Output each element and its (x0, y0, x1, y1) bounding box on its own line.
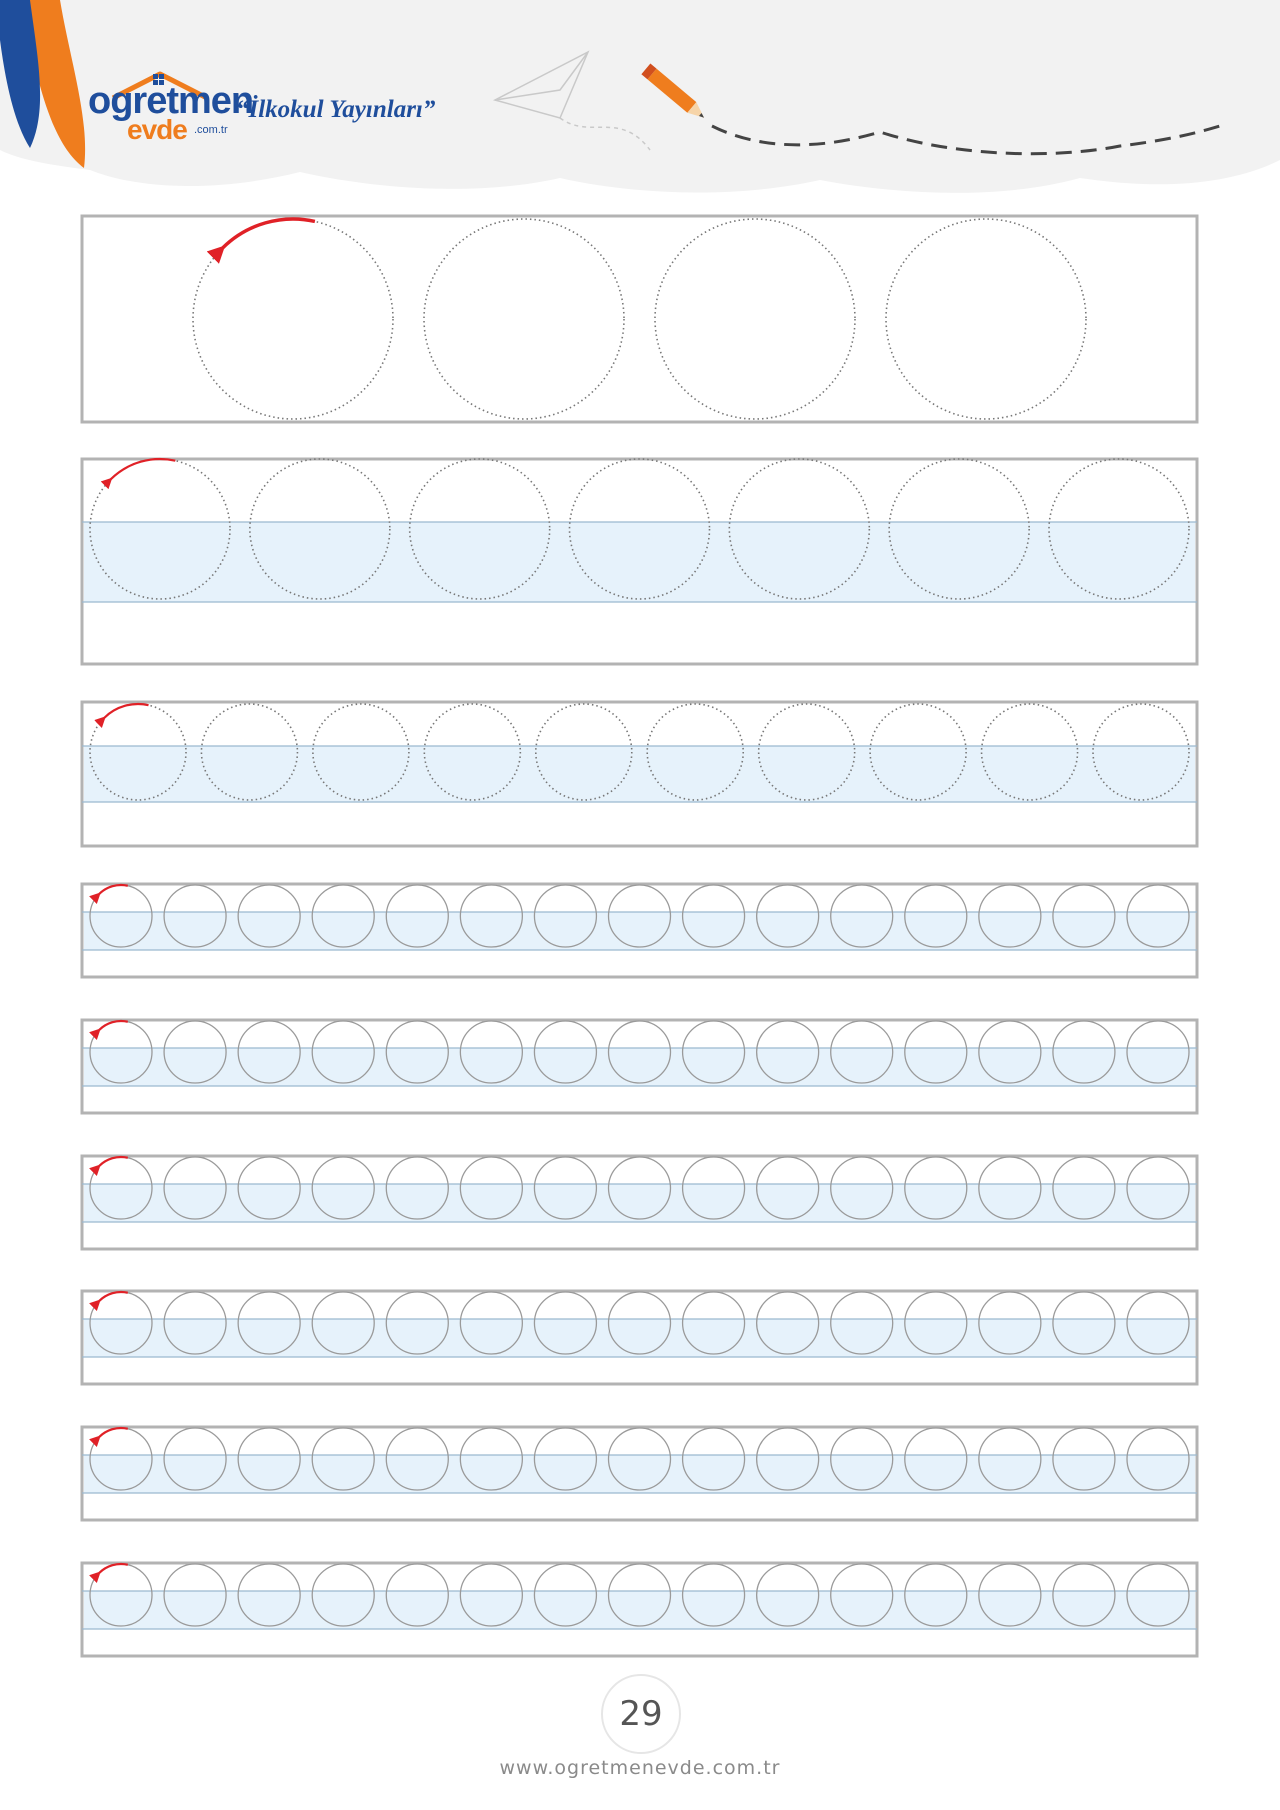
guide-band (84, 1455, 1195, 1493)
website-url: www.ogretmenevde.com.tr (499, 1757, 781, 1779)
series-tagline: “İlkokul Yayınları” (236, 96, 436, 123)
guide-band (84, 1184, 1195, 1222)
guide-band (84, 912, 1195, 950)
guide-band (84, 1591, 1195, 1629)
guide-band (84, 1319, 1195, 1357)
logo-sub-wordmark: evde (127, 114, 187, 145)
guide-band (84, 1048, 1195, 1086)
logo-domain: .com.tr (194, 124, 228, 136)
page-number: 29 (601, 1674, 681, 1754)
exercise-row-frame (82, 216, 1197, 422)
guide-band (84, 746, 1195, 802)
logo-wordmark: ogretmen (88, 80, 254, 122)
